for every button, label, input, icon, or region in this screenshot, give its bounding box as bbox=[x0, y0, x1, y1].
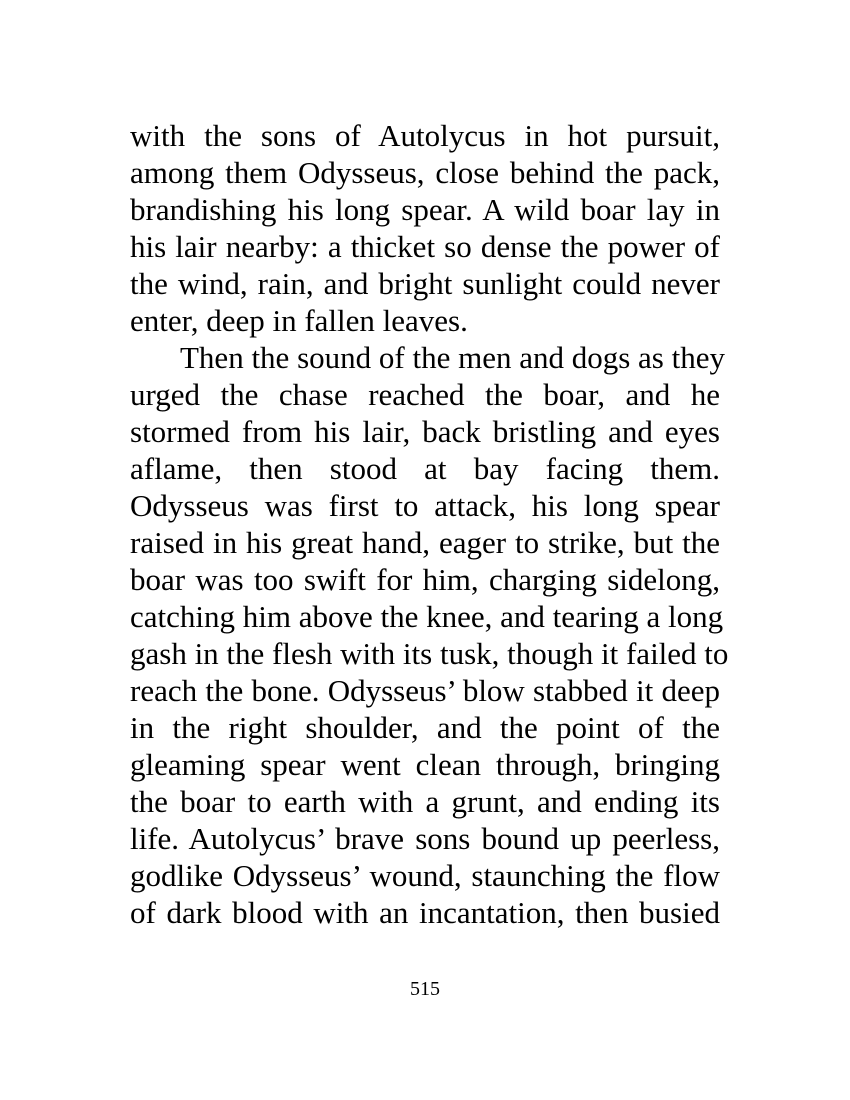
text-line: reach the bone. Odysseus’ blow stabbed it deep bbox=[130, 673, 720, 708]
text-line: the boar to earth with a grunt, and ending its bbox=[130, 784, 720, 819]
paragraph-first-line: Then the sound of the men and dogs as they bbox=[180, 340, 725, 375]
text-line: his lair nearby: a thicket so dense the power of bbox=[130, 229, 720, 264]
text-line: enter, deep in fallen leaves. bbox=[130, 303, 468, 338]
text-line: with the sons of Autolycus in hot pursuit, bbox=[130, 118, 720, 153]
text-line: catching him above the knee, and tearing a long bbox=[130, 599, 724, 634]
text-line: among them Odysseus, close behind the pack, bbox=[130, 155, 720, 190]
text-line: boar was too swift for him, charging sidelong, bbox=[130, 562, 720, 597]
text-line: in the right shoulder, and the point of the bbox=[130, 710, 720, 745]
text-line: the wind, rain, and bright sunlight could never bbox=[130, 266, 720, 301]
text-line: aflame, then stood at bay facing them. bbox=[130, 451, 720, 486]
body-text bbox=[130, 117, 729, 931]
text-line: gleaming spear went clean through, bringing bbox=[130, 747, 720, 782]
text-line: raised in his great hand, eager to strike, but the bbox=[130, 525, 720, 560]
text-line: godlike Odysseus’ wound, staunching the flow bbox=[130, 858, 720, 893]
text-line: stormed from his lair, back bristling and eyes bbox=[130, 414, 720, 449]
text-line: urged the chase reached the boar, and he bbox=[130, 377, 720, 412]
page-number: 515 bbox=[410, 978, 440, 1000]
text-line: of dark blood with an incantation, then busied bbox=[130, 895, 720, 930]
text-line: brandishing his long spear. A wild boar lay in bbox=[130, 192, 720, 227]
text-line: Odysseus was first to attack, his long spear bbox=[130, 488, 720, 523]
text-line: life. Autolycus’ brave sons bound up peerless, bbox=[130, 821, 720, 856]
text-line: gash in the flesh with its tusk, though it failed to bbox=[130, 636, 729, 671]
